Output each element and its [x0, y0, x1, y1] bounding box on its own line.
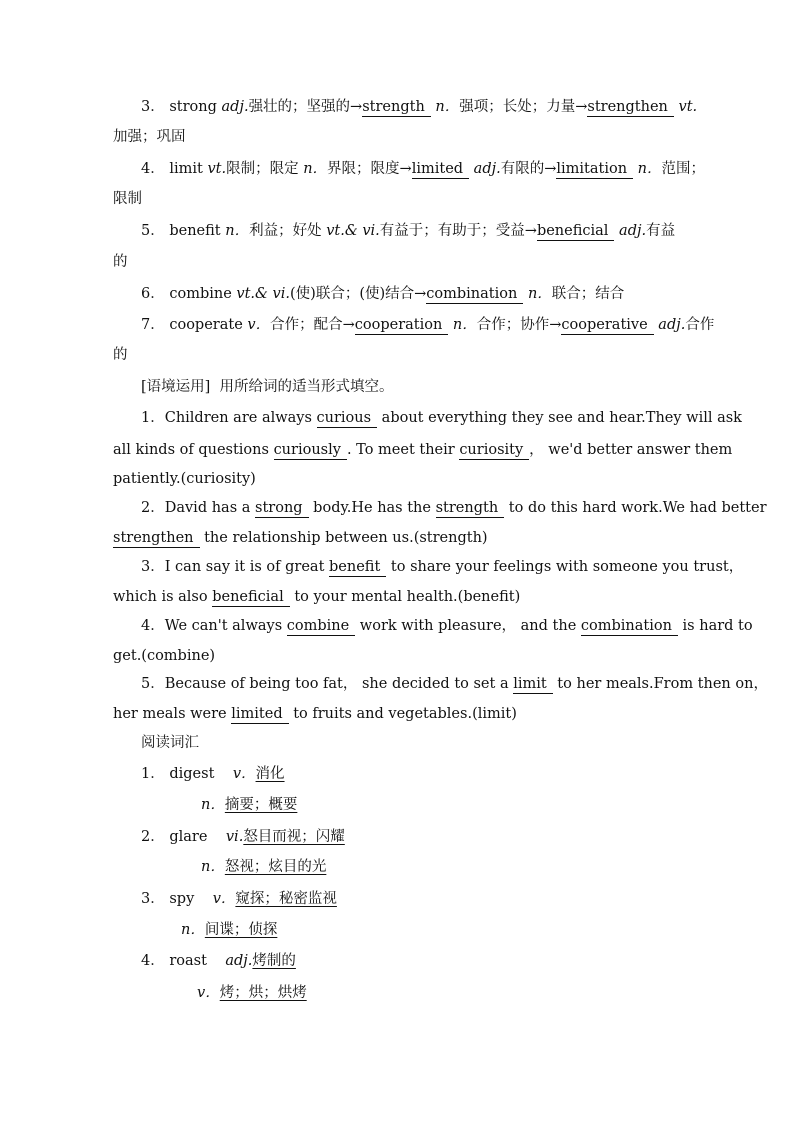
exercise-4-line-1: 4．We can't always combine work with pleasure， and the combination is hard to [141, 618, 753, 634]
vocab-item-5: 5． benefit n．利益；好处 vt.& vi.有益于；有助于；受益→beneficial adj.有益 [141, 223, 676, 239]
exercise-1-line-3: patiently.(curiosity) [113, 471, 256, 487]
vocab-item-3-cont: 加强；巩固 [113, 129, 186, 145]
reading-item-4-sub: v．烤；烘；烘烤 [197, 985, 307, 1001]
vocab-item-4-cont: 限制 [113, 191, 142, 207]
reading-item-3: 3． spy v．窥探；秘密监视 [141, 891, 337, 907]
vocab-item-4: 4． limit vt.限制；限定 n．界限；限度→limited adj.有限的→limitation n．范围； [141, 161, 705, 177]
exercise-2-line-2: strengthen the relationship between us.(strength) [113, 530, 488, 546]
vocab-item-7: 7． cooperate v．合作；配合→cooperation n．合作；协作→cooperative adj.合作 [141, 317, 715, 333]
reading-item-3-sub: n．间谍；侦探 [181, 922, 278, 938]
reading-item-1-sub: n．摘要；概要 [201, 797, 298, 813]
reading-item-2: 2． glare vi.怒目而视；闪耀 [141, 829, 345, 845]
vocab-item-7-cont: 的 [113, 347, 128, 363]
exercise-3-line-2: which is also beneficial to your mental health.(benefit) [113, 589, 521, 605]
exercise-1-line-2: all kinds of questions curiously . To meet their curiosity ， we'd better answer them [113, 442, 733, 458]
exercise-5-line-1: 5．Because of being too fat， she decided to set a limit to her meals.From then on， [141, 676, 768, 692]
exercise-5-line-2: her meals were limited to fruits and vegetables.(limit) [113, 706, 517, 722]
reading-item-1: 1． digest v．消化 [141, 766, 285, 782]
vocab-item-3: 3． strong adj.强壮的；坚强的→strength n．强项；长处；力量→strengthen vt. [141, 99, 698, 115]
section-heading-context: [语境运用] 用所给词的适当形式填空。 [141, 379, 394, 395]
vocab-item-6: 6． combine vt.& vi.(使)联合；(使)结合→combination n．联合；结合 [141, 286, 625, 302]
reading-item-2-sub: n．怒视；炫目的光 [201, 859, 327, 875]
exercise-1-line-1: 1．Children are always curious about everything they see and hear.They will ask [141, 410, 742, 426]
section-heading-reading: 阅读词汇 [141, 735, 199, 751]
reading-item-4: 4． roast adj.烤制的 [141, 953, 296, 969]
exercise-2-line-1: 2．David has a strong body.He has the strength to do this hard work.We had better [141, 500, 767, 516]
exercise-4-line-2: get.(combine) [113, 648, 216, 664]
exercise-3-line-1: 3．I can say it is of great benefit to share your feelings with someone you trust， [141, 559, 744, 575]
vocab-item-5-cont: 的 [113, 254, 128, 270]
